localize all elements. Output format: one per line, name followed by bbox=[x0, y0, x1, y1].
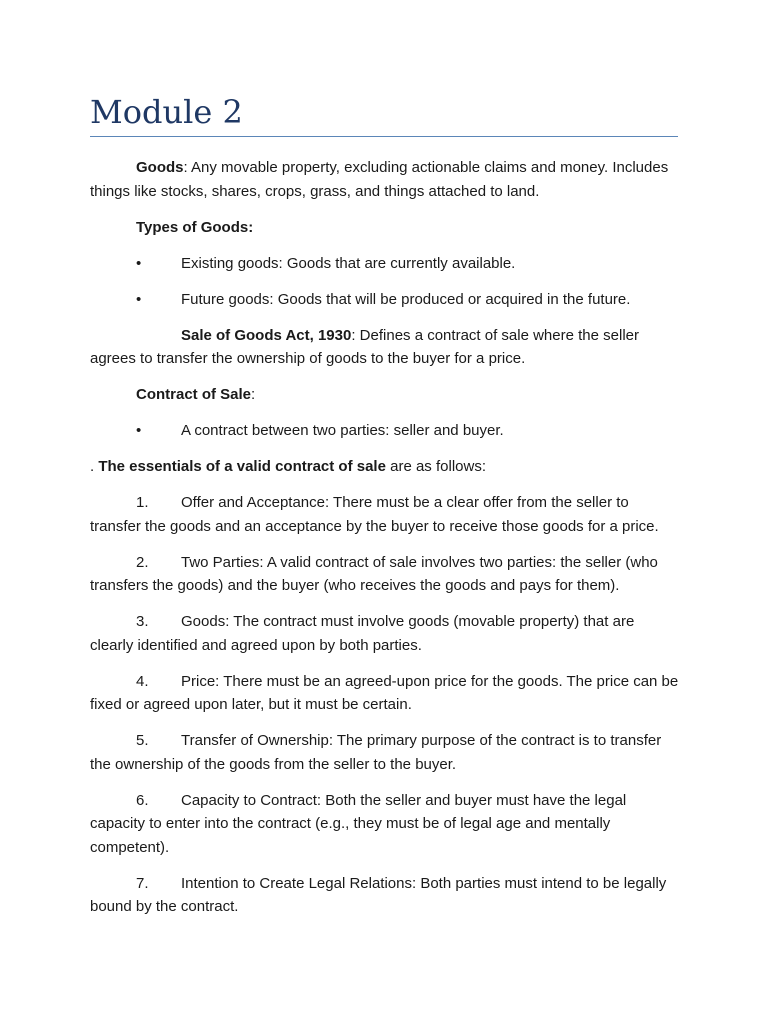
list-item bbox=[90, 419, 680, 443]
types-heading-text: Types of Goods: bbox=[136, 218, 254, 236]
essential-number: 7. bbox=[136, 874, 149, 892]
essential-number: 5. bbox=[136, 732, 149, 749]
contract-heading bbox=[90, 383, 680, 407]
bullet-icon: • bbox=[136, 254, 142, 272]
bullet-text: A contract between two parties: seller and buyer. bbox=[181, 422, 504, 439]
contract-heading-term: Contract of Sale bbox=[136, 386, 252, 403]
essential-item bbox=[90, 872, 680, 919]
list-item bbox=[90, 288, 680, 312]
bullet-text: Future goods: Goods that will be produced or acquired in the future. bbox=[181, 290, 631, 308]
bullet-icon: • bbox=[136, 290, 142, 308]
essential-text: Capacity to Contract: Both the seller and buyer must have the legal capacity to enter into the contract (e.g., they must be of legal age and mentally competent). bbox=[90, 791, 627, 856]
essential-number: 6. bbox=[136, 791, 149, 809]
goods-paragraph bbox=[90, 156, 680, 203]
essential-item bbox=[90, 551, 680, 598]
act-definition: : Defines a contract of sale where the seller agrees to transfer the ownership of goods to the buyer for a price. bbox=[90, 326, 639, 367]
document-body bbox=[90, 156, 680, 931]
essential-item bbox=[90, 729, 680, 776]
goods-term: Goods bbox=[136, 159, 184, 176]
essential-text: Price: There must be an agreed-upon price for the goods. The price can be fixed or agreed upon later, but it must be certain. bbox=[90, 672, 679, 713]
page-title: Module 2 bbox=[90, 93, 243, 131]
essentials-term: The essentials of a valid contract of sale bbox=[98, 458, 386, 475]
essential-number: 1. bbox=[136, 494, 149, 511]
essential-number: 4. bbox=[136, 672, 149, 690]
essential-item bbox=[90, 491, 680, 538]
essential-text: Offer and Acceptance: There must be a clear offer from the seller to transfer the goods and an acceptance by the buyer to receive those goods for a price. bbox=[90, 494, 659, 535]
essential-number: 3. bbox=[136, 613, 149, 630]
act-term: Sale of Goods Act, 1930 bbox=[181, 326, 352, 344]
essential-item bbox=[90, 789, 680, 860]
essential-item bbox=[90, 610, 680, 657]
goods-definition: : Any movable property, excluding actionable claims and money. Includes things like stocks, shares, crops, grass, and things attached to land. bbox=[90, 159, 669, 200]
essential-text: Intention to Create Legal Relations: Both parties must intend to be legally bound by the contract. bbox=[90, 874, 667, 915]
essential-text: Goods: The contract must involve goods (movable property) that are clearly identified and agreed upon by both parties. bbox=[90, 613, 635, 654]
essential-text: Transfer of Ownership: The primary purpose of the contract is to transfer the ownership of the goods from the seller to the buyer. bbox=[90, 732, 662, 773]
essential-number: 2. bbox=[136, 553, 149, 571]
essentials-suffix: are as follows: bbox=[385, 458, 486, 475]
list-item bbox=[90, 252, 680, 276]
act-paragraph bbox=[90, 324, 680, 371]
contract-heading-suffix: : bbox=[251, 386, 256, 403]
essential-text: Two Parties: A valid contract of sale involves two parties: the seller (who transfers the goods) and the buyer (who receives the goods and pays for them). bbox=[90, 553, 658, 594]
essentials-intro bbox=[90, 455, 680, 479]
bullet-icon: • bbox=[136, 422, 142, 439]
essential-item bbox=[90, 670, 680, 717]
title-underline bbox=[90, 136, 678, 137]
essentials-prefix: . bbox=[90, 458, 99, 475]
types-heading bbox=[90, 216, 680, 240]
bullet-text: Existing goods: Goods that are currently available. bbox=[181, 254, 516, 272]
